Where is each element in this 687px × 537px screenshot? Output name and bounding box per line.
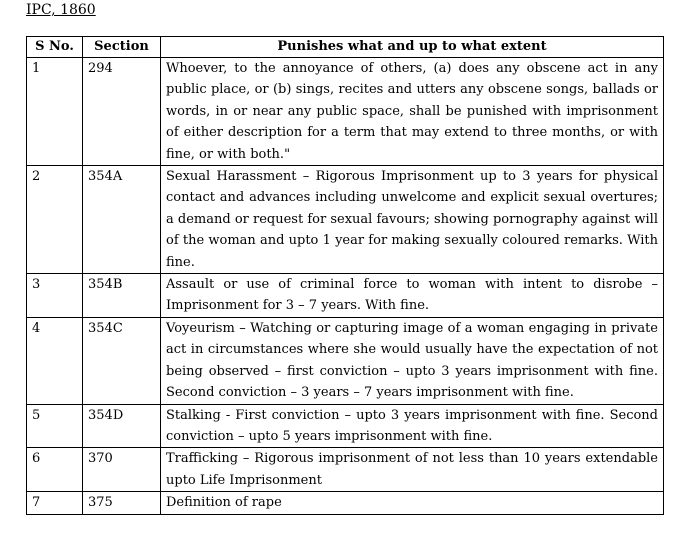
header-description: Punishes what and up to what extent xyxy=(161,37,664,58)
table-row xyxy=(27,404,664,448)
cell-sno: 4 xyxy=(27,317,83,404)
cell-section: 354B xyxy=(83,274,161,318)
cell-description: Stalking - First conviction – upto 3 years imprisonment with fine. Second conviction – upto 5 years imprisonment with fine. xyxy=(161,404,664,448)
cell-description: Assault or use of criminal force to woman with intent to disrobe – Imprisonment for 3 – 7 years. With fine. xyxy=(161,274,664,318)
cell-description: Definition of rape xyxy=(161,492,664,514)
table-row xyxy=(27,274,664,318)
cell-sno: 7 xyxy=(27,492,83,514)
table-row xyxy=(27,317,664,404)
header-sno: S No. xyxy=(27,37,83,58)
cell-description: Whoever, to the annoyance of others, (a) does any obscene act in any public place, or (b) sings, recites and utters any obscene songs, ballads or words, in or near any public space, shall be punished with imprisonment of either description for a term that may extend to three months, or with fine, or with both." xyxy=(161,58,664,166)
cell-description: Trafficking – Rigorous imprisonment of not less than 10 years extendable upto Life Imprisonment xyxy=(161,448,664,492)
cell-section: 294 xyxy=(83,58,161,166)
cell-sno: 6 xyxy=(27,448,83,492)
table-row xyxy=(27,492,664,514)
table-body xyxy=(27,58,664,515)
table-row xyxy=(27,58,664,166)
header-section: Section xyxy=(83,37,161,58)
cell-description: Voyeurism – Watching or capturing image of a woman engaging in private act in circumstances where she would usually have the expectation of not being observed – first conviction – upto 3 years imprisonment with fine. Second conviction – 3 years – 7 years imprisonment with fine. xyxy=(161,317,664,404)
cell-section: 370 xyxy=(83,448,161,492)
cell-section: 375 xyxy=(83,492,161,514)
header-row xyxy=(27,37,664,58)
cell-sno: 5 xyxy=(27,404,83,448)
cell-description: Sexual Harassment – Rigorous Imprisonment up to 3 years for physical contact and advances including unwelcome and explicit sexual overtures; a demand or request for sexual favours; showing pornography against will of the woman and upto 1 year for making sexually coloured remarks. With fine. xyxy=(161,166,664,274)
cell-sno: 2 xyxy=(27,166,83,274)
table-header xyxy=(27,37,664,58)
cell-section: 354C xyxy=(83,317,161,404)
ipc-sections-table xyxy=(26,36,664,515)
document-heading: IPC, 1860 xyxy=(26,2,96,18)
table-row xyxy=(27,448,664,492)
cell-sno: 1 xyxy=(27,58,83,166)
cell-sno: 3 xyxy=(27,274,83,318)
table-row xyxy=(27,166,664,274)
cell-section: 354D xyxy=(83,404,161,448)
cell-section: 354A xyxy=(83,166,161,274)
